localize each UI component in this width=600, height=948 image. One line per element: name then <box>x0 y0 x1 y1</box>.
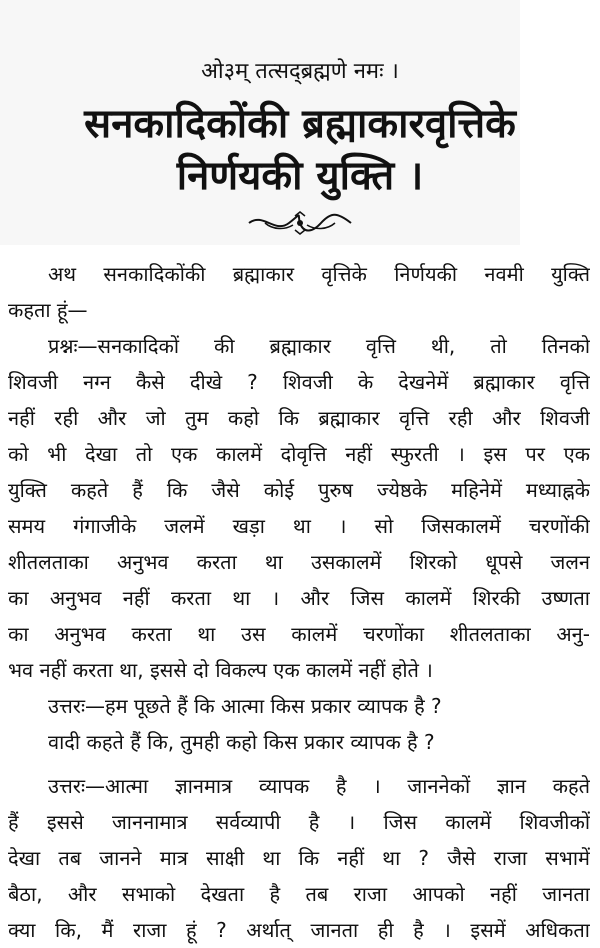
floral-divider-icon <box>245 210 355 236</box>
text-line: को भी देखा तो एक कालमें दोवृत्ति नहीं स्फुरती । इस पर एक <box>8 442 590 466</box>
body-text <box>8 256 590 948</box>
answer-line: उत्तरः—हम पूछते हैं कि आत्मा किस प्रकार व्यापक है ? <box>48 694 442 718</box>
text-line: शिवजी नग्न कैसे दीखे ? शिवजी के देखनेमें ब्रह्माकार वृत्ति <box>8 370 590 394</box>
text-line: समय गंगाजीके जलमें खड़ा था । सो जिसकालमें चरणोंकी <box>8 514 590 538</box>
text-line: बैठा, और सभाको देखता है तब राजा आपको नहीं जानता <box>8 882 590 906</box>
text-line: कहता हूं— <box>8 298 88 322</box>
text-line: वादी कहते हैं कि, तुमही कहो किस प्रकार व्यापक है ? <box>48 730 435 754</box>
text-line: नहीं रही और जो तुम कहो कि ब्रह्माकार वृत्ति रही और शिवजी <box>8 406 590 430</box>
invocation-line: ओ३म् तत्सद्ब्रह्मणे नमः । <box>201 59 399 84</box>
text-line: का अनुभव करता था उस कालमें चरणोंका शीतलताका अनु- <box>8 622 590 646</box>
text-line: क्या कि, मैं राजा हूं ? अर्थात् जानता ही है । इसमें अधिकता <box>8 918 590 942</box>
text-line: देखा तब जानने मात्र साक्षी था कि नहीं था ? जैसे राजा सभामें <box>8 846 590 870</box>
text-line: भव नहीं करता था, इससे दो विकल्प एक कालमें नहीं होते । <box>8 658 433 682</box>
chapter-title-line-1: सनकादिकोंकी ब्रह्माकारवृत्तिके <box>84 101 516 147</box>
question-line: प्रश्नः—सनकादिकों की ब्रह्माकार वृत्ति थी, तो तिनको <box>48 334 590 358</box>
text-line: शीतलताका अनुभव करता था उसकालमें शिरको धूपसे जलन <box>8 550 590 574</box>
text-line: युक्ति कहते हैं कि जैसे कोई पुरुष ज्येष्ठके महिनेमें मध्याह्नके <box>8 478 590 502</box>
chapter-title-line-2: निर्णयकी युक्ति । <box>176 153 424 199</box>
text-line: हैं इससे जाननामात्र सर्वव्यापी है । जिस कालमें शिवजीकों <box>8 810 590 834</box>
answer-line: उत्तरः—आत्मा ज्ञानमात्र व्यापक है । जाननेकों ज्ञान कहते <box>48 774 590 798</box>
text-line: अथ सनकादिकोंकी ब्रह्माकार वृत्तिके निर्णयकी नवमी युक्ति <box>48 262 590 286</box>
text-line: का अनुभव नहीं करता था । और जिस कालमें शिरकी उष्णता <box>8 586 590 610</box>
